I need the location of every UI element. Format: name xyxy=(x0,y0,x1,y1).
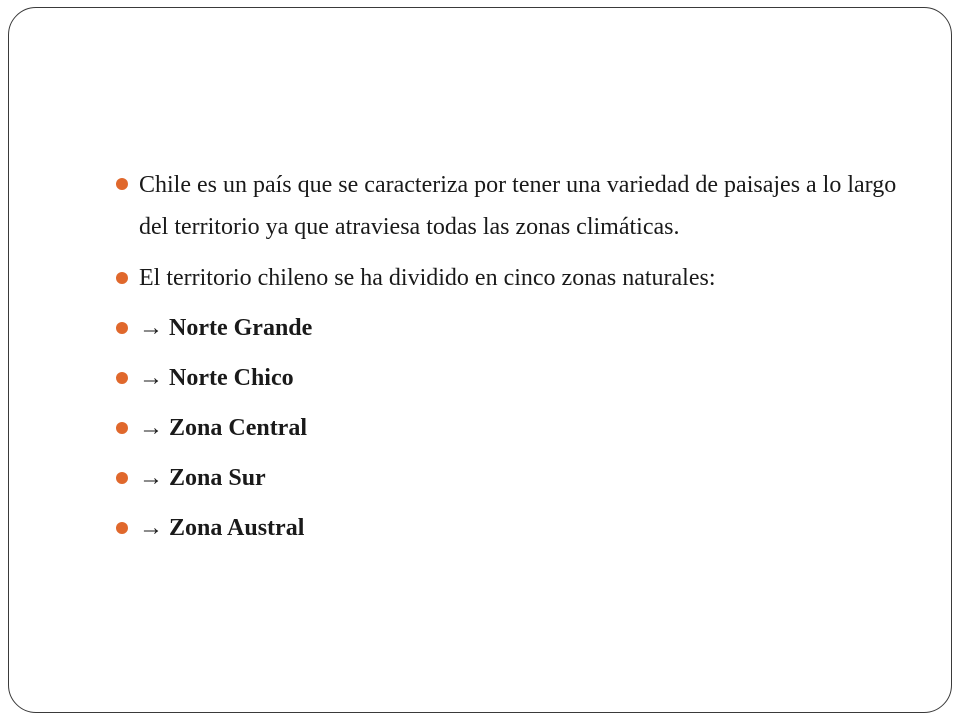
bullet-text: El territorio chileno se ha dividido en cinco zonas naturales: xyxy=(139,265,716,291)
bullet-item-norte-chico xyxy=(113,358,903,398)
bullet-text: → Zona Austral xyxy=(139,515,305,541)
bullet-item-division xyxy=(113,258,903,298)
bullet-dot-icon xyxy=(116,372,128,384)
bullet-dot-icon xyxy=(116,522,128,534)
bullet-text: → Norte Chico xyxy=(139,365,294,391)
bullet-text: Chile es un país que se caracteriza por tener una variedad de paisajes a lo largo del territorio ya que atraviesa todas las zonas climáticas. xyxy=(139,172,897,240)
bullet-list xyxy=(113,164,903,548)
bullet-dot-icon xyxy=(116,322,128,334)
bullet-dot-icon xyxy=(116,272,128,284)
slide-frame xyxy=(8,7,952,713)
bullet-dot-icon xyxy=(116,178,128,190)
slide-content xyxy=(113,164,903,558)
bullet-item-zona-sur xyxy=(113,458,903,498)
bullet-item-norte-grande xyxy=(113,308,903,348)
bullet-item-zona-central xyxy=(113,408,903,448)
bullet-text: → Zona Central xyxy=(139,415,307,441)
bullet-text: → Norte Grande xyxy=(139,315,313,341)
bullet-item-zona-austral xyxy=(113,508,903,548)
bullet-dot-icon xyxy=(116,472,128,484)
bullet-item-intro xyxy=(113,164,903,248)
bullet-dot-icon xyxy=(116,422,128,434)
bullet-text: → Zona Sur xyxy=(139,465,266,491)
